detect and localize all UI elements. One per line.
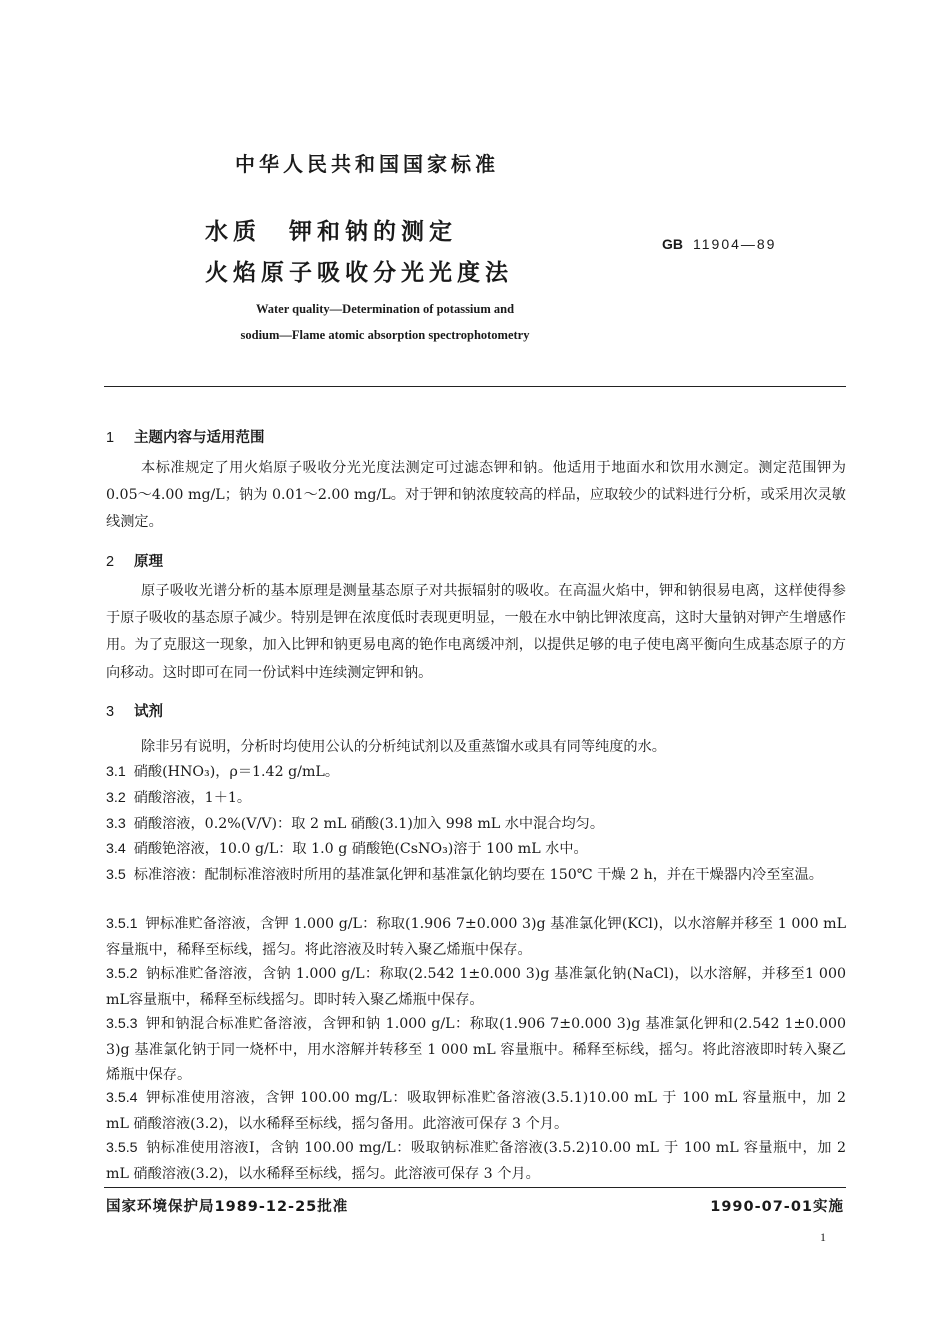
- reagent-item: [106, 1136, 846, 1187]
- document-title-line1: 水质 钾和钠的测定: [205, 219, 457, 245]
- item-number: 3.5.3: [106, 1016, 138, 1032]
- item-text: 钾和钠混合标准贮备溶液，含钾和钠 1.000 g/L：称取(1.906 7±0.000 3)g 基准氯化钾和(2.542 1±0.000 3)g 基准氯化钠于同一烧杯中，用水溶解并转移至 1 000 mL 容量瓶中。稀释至标线，摇匀。将此溶液即时转入聚乙烯瓶中保存。: [106, 1016, 846, 1084]
- reagent-item: [106, 912, 846, 963]
- item-number: 3.1: [106, 764, 126, 780]
- item-text: 硝酸铯溶液，10.0 g/L：取 1.0 g 硝酸铯(CsNO₃)溶于 100 mL 水中。: [133, 841, 588, 857]
- item-number: 3.3: [106, 816, 126, 832]
- standard-category-title: 中华人民共和国国家标准: [235, 152, 499, 176]
- item-text: 硝酸溶液，1＋1。: [133, 790, 252, 806]
- document-title-line2: 火焰原子吸收分光光度法: [205, 260, 513, 286]
- page-number: 1: [820, 1230, 826, 1244]
- item-text: 钾标准使用溶液，含钾 100.00 mg/L：吸取钾标准贮备溶液(3.5.1)10.00 mL 于 100 mL 容量瓶中，加 2 mL 硝酸溶液(3.2)，以水稀释至标线，摇匀备用。此溶液可保存 3 个月。: [106, 1090, 846, 1132]
- item-number: 3.5.4: [106, 1090, 138, 1106]
- item-text: 钾标准贮备溶液，含钾 1.000 g/L：称取(1.906 7±0.000 3)g 基准氯化钾(KCl)，以水溶解并移至 1 000 mL 容量瓶中，稀释至标线，摇匀。将此溶液及时转入聚乙烯瓶中保存。: [106, 916, 846, 958]
- item-text: 钠标准使用溶液Ⅰ，含钠 100.00 mg/L：吸取钠标准贮备溶液(3.5.2)10.00 mL 于 100 mL 容量瓶中，加 2 mL 硝酸溶液(3.2)，以水稀释至标线，摇匀。此溶液可保存 3 个月。: [106, 1140, 846, 1182]
- reagent-item: [106, 812, 846, 838]
- item-text: 标准溶液：配制标准溶液时所用的基准氯化钾和基准氯化钠均要在 150℃ 干燥 2 h，并在干燥器内冷至室温。: [133, 867, 823, 883]
- approval-line: 国家环境保护局1989-12-25批准: [106, 1199, 349, 1215]
- section-3-heading: [106, 700, 163, 721]
- standard-code-number: 11904—89: [693, 236, 777, 252]
- section-number: 3: [106, 704, 115, 720]
- section-number: 2: [106, 554, 115, 570]
- section-1-paragraph: 本标准规定了用火焰原子吸收分光光度法测定可过滤态钾和钠。他适用于地面水和饮用水测定。测定范围钾为 0.05～4.00 mg/L；钠为 0.01～2.00 mg/L。对于钾和钠浓度较高的样品，应取较少的试料进行分析，或采用次灵敏线测定。: [106, 460, 846, 531]
- reagent-item: [106, 1012, 846, 1089]
- item-number: 3.2: [106, 790, 126, 806]
- standard-code: [662, 236, 776, 252]
- section-number: 1: [106, 430, 115, 446]
- reagent-item: [106, 962, 846, 1013]
- item-text: 硝酸溶液，0.2%(V/V)：取 2 mL 硝酸(3.1)加入 998 mL 水中混合均匀。: [133, 816, 605, 832]
- reagent-item: [106, 1086, 846, 1137]
- reagent-item: [106, 786, 846, 812]
- header-divider: [104, 386, 846, 387]
- section-3-intro: 除非另有说明，分析时均使用公认的分析纯试剂以及重蒸馏水或具有同等纯度的水。: [141, 739, 666, 755]
- section-title: 试剂: [134, 704, 163, 720]
- english-title-line1: Water quality—Determination of potassium and: [255, 302, 515, 316]
- section-2-paragraph: 原子吸收光谱分析的基本原理是测量基态原子对共振辐射的吸收。在高温火焰中，钾和钠很易电离，这样使得参于原子吸收的基态原子减少。特别是钾在浓度低时表现更明显，一般在水中钠比钾浓度高，这时大量钠对钾产生增感作用。为了克服这一现象，加入比钾和钠更易电离的铯作电离缓冲剂，以提供足够的电子使电离平衡向生成基态原子的方向移动。这时即可在同一份试料中连续测定钾和钠。: [106, 583, 846, 681]
- item-number: 3.5.2: [106, 966, 138, 982]
- item-number: 3.4: [106, 841, 126, 857]
- reagent-item: [106, 760, 846, 786]
- standard-code-prefix: GB: [662, 236, 683, 252]
- item-number: 3.5: [106, 867, 126, 883]
- footer-divider: [104, 1187, 846, 1188]
- section-1-heading: [106, 426, 265, 447]
- section-2-heading: [106, 550, 163, 571]
- item-text: 硝酸(HNO₃)，ρ＝1.42 g/mL。: [133, 764, 340, 780]
- section-title: 主题内容与适用范围: [134, 430, 265, 446]
- english-title-line2: sodium—Flame atomic absorption spectrophotometry: [240, 328, 530, 342]
- implementation-line: 1990-07-01实施: [710, 1199, 844, 1215]
- item-text: 钠标准贮备溶液，含钠 1.000 g/L：称取(2.542 1±0.000 3)g 基准氯化钠(NaCl)，以水溶解，并移至1 000 mL容量瓶中，稀释至标线摇匀。即时转入聚乙烯瓶中保存。: [106, 966, 846, 1008]
- reagent-item: [106, 863, 846, 889]
- item-number: 3.5.1: [106, 916, 138, 932]
- reagent-item: [106, 837, 846, 863]
- section-title: 原理: [134, 554, 163, 570]
- item-number: 3.5.5: [106, 1140, 138, 1156]
